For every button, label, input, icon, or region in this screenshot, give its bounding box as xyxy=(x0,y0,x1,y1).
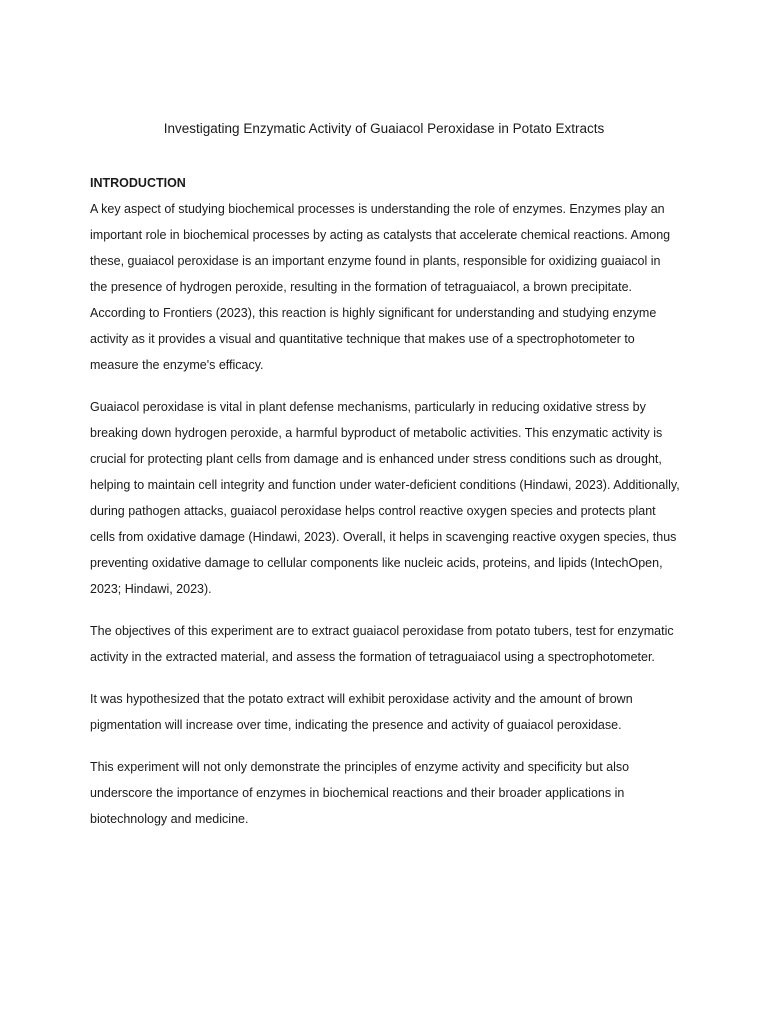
paragraph-defense-mechanisms: Guaiacol peroxidase is vital in plant defense mechanisms, particularly in reducing oxidative stress by breaking down hydrogen peroxide, a harmful byproduct of metabolic activities. This enzymatic activity is crucial for protecting plant cells from damage and is enhanced under stress conditions such as drought, helping to maintain cell integrity and function under water-deficient conditions (Hindawi, 2023). Additionally, during pathogen attacks, guaiacol peroxidase helps control reactive oxygen species and protects plant cells from oxidative damage (Hindawi, 2023). Overall, it helps in scavenging reactive oxygen species, thus preventing oxidative damage to cellular components like nucleic acids, proteins, and lipids (IntechOpen, 2023; Hindawi, 2023). xyxy=(90,400,680,596)
document-title: Investigating Enzymatic Activity of Guaiacol Peroxidase in Potato Extracts xyxy=(163,121,605,136)
paragraph-objectives: The objectives of this experiment are to extract guaiacol peroxidase from potato tubers, test for enzymatic activity in the extracted material, and assess the formation of tetraguaiacol using a spectrophotometer. xyxy=(90,624,674,664)
paragraph-introduction: A key aspect of studying biochemical processes is understanding the role of enzymes. Enzymes play an important role in biochemical processes by acting as catalysts that accelerate chemical reactions. Among these, guaiacol peroxidase is an important enzyme found in plants, responsible for oxidizing guaiacol in the presence of hydrogen peroxide, resulting in the formation of tetraguaiacol, a brown precipitate. According to Frontiers (2023), this reaction is highly significant for understanding and studying enzyme activity as it provides a visual and quantitative technique that makes use of a spectrophotometer to measure the enzyme's efficacy. xyxy=(90,202,671,372)
paragraph-conclusion: This experiment will not only demonstrate the principles of enzyme activity and specificity but also underscore the importance of enzymes in biochemical reactions and their broader applications in biotechnology and medicine. xyxy=(90,760,630,826)
document-body xyxy=(90,173,680,848)
section-heading-introduction: INTRODUCTION xyxy=(90,176,186,190)
paragraph-hypothesis: It was hypothesized that the potato extract will exhibit peroxidase activity and the amount of brown pigmentation will increase over time, indicating the presence and activity of guaiacol peroxidase. xyxy=(90,692,633,732)
